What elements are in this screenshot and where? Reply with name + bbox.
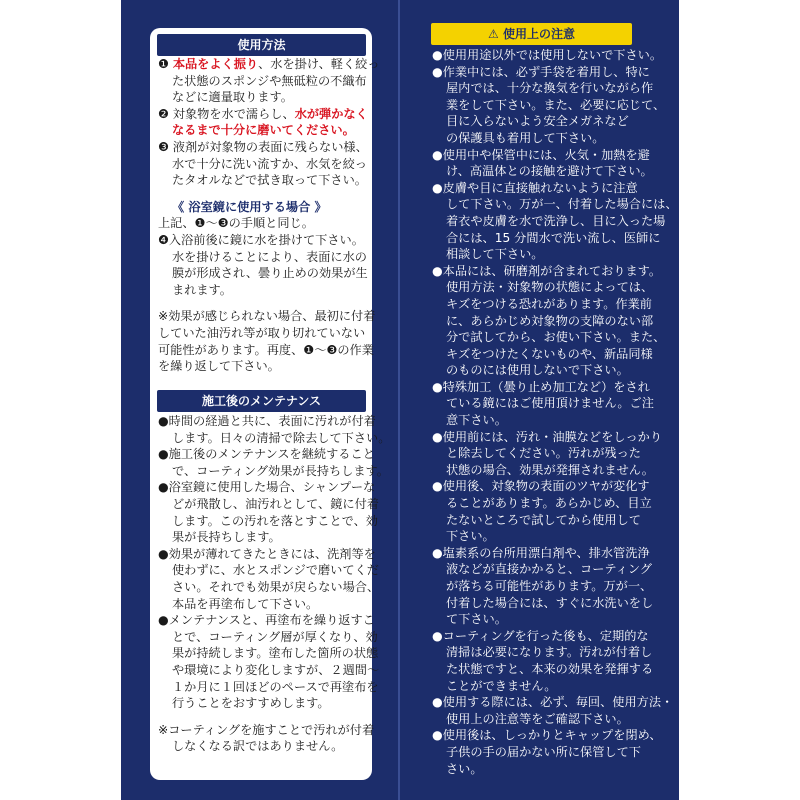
caution-line: 着衣や皮膚を水で洗浄し、目に入った場 <box>446 213 666 228</box>
emphasis-text: 水が弾かなく <box>294 106 368 121</box>
caution-line: ている鏡にはご使用頂けません。ご注 <box>446 396 654 411</box>
caution-line: ●使用後、対象物の表面のツヤが変化す <box>432 479 650 494</box>
usage-spacer <box>158 298 380 308</box>
caution-line: て下さい。 <box>446 612 507 627</box>
maintenance-line: ●メンテナンスと、再塗布を繰り返すこ <box>158 613 375 628</box>
maintenance-line: 本品を再塗布して下さい。 <box>172 596 319 611</box>
body-text: ❶ <box>158 57 173 71</box>
caution-header: ⚠ 使用上の注意 <box>431 23 632 45</box>
caution-line: ことができません。 <box>446 678 557 693</box>
body-text: 、水を掛け、軽く絞っ <box>258 57 380 71</box>
caution-line: 液などが直接かかると、コーティング <box>446 562 652 577</box>
caution-line: 清掃は必要になります。汚れが付着し <box>446 645 653 660</box>
caution-line: ●使用用途以外では使用しないで下さい。 <box>432 48 663 62</box>
caution-line: の保護具も着用して下さい。 <box>446 130 605 145</box>
caution-line: 使用方法・対象物の状態によっては、 <box>446 280 654 295</box>
usage-line: たタオルなどで拭き取って下さい。 <box>172 173 367 188</box>
maintenance-section <box>158 413 390 755</box>
caution-line: 合には、15 分間水で洗い流し、医師に <box>446 230 661 245</box>
maintenance-line: 果が長持ちします。 <box>172 530 281 545</box>
maintenance-header: 施工後のメンテナンス <box>157 390 366 412</box>
caution-line: が落ちる可能性があります。万が一、 <box>446 579 653 593</box>
maintenance-line: します。日々の清掃で除去して下さい。 <box>172 430 391 445</box>
usage-spacer <box>158 189 380 199</box>
caution-section <box>432 47 678 777</box>
usage-line: た状態のスポンジや無砥粒の不織布 <box>172 73 367 88</box>
usage-section <box>158 56 380 375</box>
caution-line: ●特殊加工（曇り止め加工など）をされ <box>432 379 650 394</box>
usage-line <box>158 122 380 139</box>
caution-line: ●コーティングを行った後も、定期的な <box>432 628 649 643</box>
caution-line: 目に入らないよう安全メガネなど <box>446 114 629 129</box>
usage-line: まれます。 <box>172 282 232 297</box>
caution-line: さい。 <box>446 761 483 776</box>
usage-line: 膜が形成され、曇り止めの効果が生 <box>172 266 368 281</box>
maintenance-line: ●浴室鏡に使用した場合、シャンプーな <box>158 480 376 495</box>
usage-line: ❹入浴前後に鏡に水を掛けて下さい。 <box>158 232 364 247</box>
caution-line: ●使用中や保管中には、火気・加熱を避 <box>432 147 650 162</box>
caution-line: 使用上の注意等をご確認下さい。 <box>446 711 629 726</box>
caution-line: 子供の手の届かない所に保管して下 <box>446 744 641 759</box>
caution-line: 下さい。 <box>446 529 495 544</box>
maintenance-line: どが飛散し、油汚れとして、鏡に付着 <box>172 496 379 511</box>
usage-header: 使用方法 <box>157 34 366 56</box>
caution-line: ●使用前には、汚れ・油膜などをしっかり <box>432 429 663 444</box>
caution-line: 付着した場合には、すぐに水洗いをし <box>446 595 654 610</box>
caution-line: 相談して下さい。 <box>446 247 544 262</box>
maintenance-line: １か月に１回ほどのペースで再塗布を <box>172 679 379 694</box>
maintenance-line: します。この汚れを落とすことで、効 <box>172 513 378 528</box>
maintenance-line: や環境により変化しますが、２週間～ <box>172 662 380 677</box>
body-text: ❷ 対象物を水で濡らし、 <box>158 106 295 121</box>
usage-line: などに適量取ります。 <box>172 90 293 105</box>
usage-line: 水を掛けることにより、表面に水の <box>172 249 367 264</box>
emphasis-text: 本品をよく振り <box>172 57 259 71</box>
caution-line: ●本品には、研磨剤が含まれております。 <box>432 263 662 278</box>
caution-line: に、あらかじめ対象物の支障のない部 <box>446 313 654 328</box>
usage-line: 可能性があります。再度、❶～❸の作業 <box>158 342 374 357</box>
maintenance-line: 行うことをおすすめします。 <box>172 696 330 711</box>
maintenance-line: 果が持続します。塗布した箇所の状態 <box>172 646 379 661</box>
caution-line: ●使用後は、しっかりとキャップを閉め、 <box>432 728 662 743</box>
maintenance-line: 使わずに、水とスポンジで磨いてくだ <box>172 563 379 578</box>
caution-line: 状態の場合、効果が発揮されません。 <box>446 462 654 477</box>
caution-line: ●皮膚や目に直接触れないように注意 <box>432 180 638 195</box>
usage-line: 上記、❶～❸の手順と同じ。 <box>158 216 314 231</box>
maintenance-line: ※コーティングを施すことで汚れが付着 <box>158 722 375 737</box>
caution-line: のものには使用しないで下さい。 <box>446 363 629 378</box>
usage-line: を繰り返して下さい。 <box>158 359 280 374</box>
caution-line: ●作業中には、必ず手袋を着用し、特に <box>432 64 650 79</box>
usage-line: ※効果が感じられない場合、最初に付着 <box>158 309 376 324</box>
caution-line: た状態ですと、本来の効果を発揮する <box>446 661 654 676</box>
maintenance-spacer <box>158 712 390 722</box>
caution-line: 屋内では、十分な換気を行いながら作 <box>446 81 654 96</box>
usage-line: ❸ 液剤が対象物の表面に残らない様、 <box>158 139 368 154</box>
caution-line: ることがあります。あらかじめ、目立 <box>446 496 652 511</box>
caution-line: 業をして下さい。また、必要に応じて、 <box>446 97 666 112</box>
caution-line: ●使用する際には、必ず、毎回、使用方法・ <box>432 695 674 710</box>
maintenance-line: とで、コーティング層が厚くなり、効 <box>172 629 378 644</box>
maintenance-line: さい。それでも効果が戻らない場合、 <box>172 579 380 594</box>
maintenance-line: ●時間の経過と共に、表面に汚れが付着 <box>158 414 376 428</box>
caution-line: け、高温体との接触を避けて下さい。 <box>446 164 653 179</box>
caution-line: キズをつけたくないものや、新品同様 <box>446 346 653 361</box>
caution-line: して下さい。万が一、付着した場合には、 <box>446 197 678 212</box>
panel-divider <box>398 0 400 800</box>
usage-line: 水で十分に洗い流すか、水気を絞っ <box>172 156 367 171</box>
caution-line: と除去してください。汚れが残った <box>446 446 641 461</box>
usage-subheading: 《 浴室鏡に使用する場合 》 <box>172 199 327 214</box>
maintenance-line: で、コーティング効果が長持ちします。 <box>172 463 389 478</box>
caution-line: ●塩素系の台所用漂白剤や、排水管洗浄 <box>432 545 650 560</box>
usage-line <box>158 106 380 123</box>
caution-line: キズをつける恐れがあります。作業前 <box>446 296 652 311</box>
maintenance-line: ●施工後のメンテナンスを継続すること <box>158 447 375 462</box>
caution-line: 意下さい。 <box>446 413 507 428</box>
emphasis-text: なるまで十分に磨いてください。 <box>172 123 355 138</box>
maintenance-line: ●効果が薄れてきたときには、洗剤等を <box>158 546 376 561</box>
usage-line <box>158 56 380 73</box>
caution-line: 分で試してから、お使い下さい。また、 <box>446 330 666 345</box>
usage-line: していた油汚れ等が取り切れていない <box>158 325 366 340</box>
maintenance-line: しなくなる訳ではありません。 <box>172 739 344 754</box>
caution-line: たないところで試してから使用して <box>446 512 641 527</box>
